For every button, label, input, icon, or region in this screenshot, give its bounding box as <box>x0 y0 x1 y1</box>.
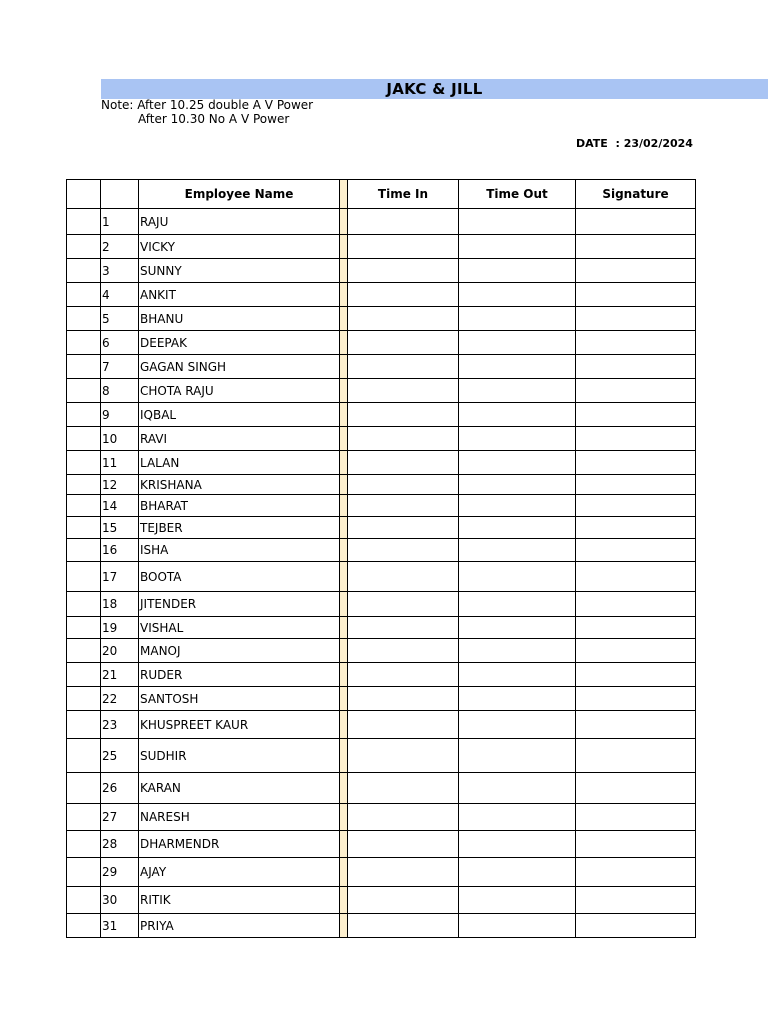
signature-cell[interactable] <box>576 517 696 539</box>
time-out-cell[interactable] <box>459 209 576 235</box>
employee-name-cell: LALAN <box>139 451 340 475</box>
table-row <box>67 355 696 379</box>
spacer-cell <box>340 403 348 427</box>
table-row <box>67 259 696 283</box>
blank-cell <box>67 663 101 687</box>
row-number-cell: 11 <box>101 451 139 475</box>
spacer-cell <box>340 639 348 663</box>
table-row <box>67 283 696 307</box>
time-out-cell[interactable] <box>459 887 576 914</box>
table-row <box>67 914 696 938</box>
signature-cell[interactable] <box>576 562 696 592</box>
spacer-cell <box>340 617 348 639</box>
spacer-cell <box>340 804 348 831</box>
time-in-cell[interactable] <box>348 475 459 495</box>
employee-name-cell: ISHA <box>139 539 340 562</box>
signature-cell[interactable] <box>576 711 696 739</box>
row-number-cell: 31 <box>101 914 139 938</box>
table-row <box>67 804 696 831</box>
spacer-cell <box>340 539 348 562</box>
blank-cell <box>67 517 101 539</box>
table-row <box>67 739 696 773</box>
blank-header-cell <box>67 180 101 209</box>
spacer-cell <box>340 711 348 739</box>
employee-name-cell: ANKIT <box>139 283 340 307</box>
table-row <box>67 209 696 235</box>
signature-cell[interactable] <box>576 209 696 235</box>
employee-name-cell: BHANU <box>139 307 340 331</box>
row-number-cell: 5 <box>101 307 139 331</box>
table-row <box>67 403 696 427</box>
row-number-cell: 14 <box>101 495 139 517</box>
signature-cell[interactable] <box>576 539 696 562</box>
spacer-cell <box>340 209 348 235</box>
note-line-2: After 10.30 No A V Power <box>138 112 290 126</box>
time-out-cell[interactable] <box>459 355 576 379</box>
time-in-cell[interactable] <box>348 283 459 307</box>
time-out-cell[interactable] <box>459 517 576 539</box>
blank-cell <box>67 209 101 235</box>
row-number-cell: 2 <box>101 235 139 259</box>
blank-cell <box>67 773 101 804</box>
date-label: DATE : 23/02/2024 <box>576 137 693 150</box>
spacer-cell <box>340 355 348 379</box>
time-out-cell[interactable] <box>459 858 576 887</box>
time-in-cell[interactable] <box>348 451 459 475</box>
time-in-cell[interactable] <box>348 639 459 663</box>
spacer-cell <box>340 562 348 592</box>
spacer-cell <box>340 687 348 711</box>
spacer-cell <box>340 914 348 938</box>
blank-cell <box>67 283 101 307</box>
employee-name-cell: RITIK <box>139 887 340 914</box>
time-in-cell[interactable] <box>348 235 459 259</box>
table-row <box>67 831 696 858</box>
spacer-cell <box>340 887 348 914</box>
time-in-cell[interactable] <box>348 209 459 235</box>
time-out-cell[interactable] <box>459 804 576 831</box>
employee-name-cell: VISHAL <box>139 617 340 639</box>
row-number-cell: 26 <box>101 773 139 804</box>
blank-cell <box>67 259 101 283</box>
blank-cell <box>67 887 101 914</box>
spacer-cell <box>340 379 348 403</box>
row-number-cell: 4 <box>101 283 139 307</box>
row-number-cell: 15 <box>101 517 139 539</box>
spacer-cell <box>340 331 348 355</box>
time-out-cell[interactable] <box>459 773 576 804</box>
time-out-cell[interactable] <box>459 711 576 739</box>
row-number-cell: 6 <box>101 331 139 355</box>
employee-name-cell: VICKY <box>139 235 340 259</box>
table-row <box>67 495 696 517</box>
blank-cell <box>67 403 101 427</box>
sheet-title: JAKC & JILL <box>101 79 768 99</box>
spacer-column <box>340 180 348 209</box>
table-row <box>67 687 696 711</box>
time-in-cell[interactable] <box>348 887 459 914</box>
time-in-cell[interactable] <box>348 517 459 539</box>
signature-cell[interactable] <box>576 739 696 773</box>
blank-cell <box>67 711 101 739</box>
table-row <box>67 562 696 592</box>
employee-name-cell: MANOJ <box>139 639 340 663</box>
employee-name-cell: IQBAL <box>139 403 340 427</box>
row-number-cell: 12 <box>101 475 139 495</box>
blank-cell <box>67 235 101 259</box>
signature-cell[interactable] <box>576 639 696 663</box>
time-in-cell[interactable] <box>348 711 459 739</box>
employee-name-cell: SUNNY <box>139 259 340 283</box>
blank-cell <box>67 451 101 475</box>
employee-name-cell: JITENDER <box>139 592 340 617</box>
table-row <box>67 539 696 562</box>
time-out-cell[interactable] <box>459 831 576 858</box>
spacer-cell <box>340 739 348 773</box>
row-number-cell: 27 <box>101 804 139 831</box>
signature-cell[interactable] <box>576 887 696 914</box>
table-row <box>67 475 696 495</box>
time-in-cell[interactable] <box>348 663 459 687</box>
spacer-cell <box>340 495 348 517</box>
time-out-cell[interactable] <box>459 914 576 938</box>
time-out-cell[interactable] <box>459 562 576 592</box>
blank-cell <box>67 739 101 773</box>
time-in-cell[interactable] <box>348 331 459 355</box>
employee-name-header: Employee Name <box>139 180 340 209</box>
signature-cell[interactable] <box>576 427 696 451</box>
employee-name-cell: DHARMENDR <box>139 831 340 858</box>
signature-cell[interactable] <box>576 379 696 403</box>
spacer-cell <box>340 283 348 307</box>
signature-cell[interactable] <box>576 259 696 283</box>
blank-cell <box>67 687 101 711</box>
signature-cell[interactable] <box>576 592 696 617</box>
time-in-cell[interactable] <box>348 427 459 451</box>
signature-cell[interactable] <box>576 355 696 379</box>
time-out-cell[interactable] <box>459 331 576 355</box>
table-row <box>67 517 696 539</box>
table-row <box>67 235 696 259</box>
row-number-cell: 7 <box>101 355 139 379</box>
time-out-cell[interactable] <box>459 259 576 283</box>
employee-name-cell: RAJU <box>139 209 340 235</box>
time-out-cell[interactable] <box>459 475 576 495</box>
time-in-cell[interactable] <box>348 403 459 427</box>
employee-name-cell: KARAN <box>139 773 340 804</box>
table-row <box>67 858 696 887</box>
row-number-cell: 19 <box>101 617 139 639</box>
table-row <box>67 617 696 639</box>
employee-name-cell: AJAY <box>139 858 340 887</box>
time-in-cell[interactable] <box>348 379 459 403</box>
time-out-cell[interactable] <box>459 427 576 451</box>
employee-name-cell: GAGAN SINGH <box>139 355 340 379</box>
time-out-cell[interactable] <box>459 617 576 639</box>
signature-cell[interactable] <box>576 307 696 331</box>
blank-cell <box>67 427 101 451</box>
table-row <box>67 307 696 331</box>
time-out-cell[interactable] <box>459 307 576 331</box>
header-row <box>67 180 696 209</box>
table-row <box>67 711 696 739</box>
time-out-header: Time Out <box>459 180 576 209</box>
time-out-cell[interactable] <box>459 403 576 427</box>
time-in-cell[interactable] <box>348 687 459 711</box>
spacer-cell <box>340 475 348 495</box>
employee-name-cell: SUDHIR <box>139 739 340 773</box>
row-number-cell: 10 <box>101 427 139 451</box>
spacer-cell <box>340 427 348 451</box>
table-row <box>67 773 696 804</box>
row-number-cell: 8 <box>101 379 139 403</box>
table-row <box>67 639 696 663</box>
time-in-cell[interactable] <box>348 804 459 831</box>
blank-cell <box>67 804 101 831</box>
row-number-cell: 1 <box>101 209 139 235</box>
table-row <box>67 663 696 687</box>
row-number-cell: 23 <box>101 711 139 739</box>
signature-cell[interactable] <box>576 831 696 858</box>
time-out-cell[interactable] <box>459 539 576 562</box>
time-out-cell[interactable] <box>459 663 576 687</box>
row-number-cell: 30 <box>101 887 139 914</box>
employee-name-cell: KHUSPREET KAUR <box>139 711 340 739</box>
row-number-cell: 20 <box>101 639 139 663</box>
employee-name-cell: KRISHANA <box>139 475 340 495</box>
employee-name-cell: RAVI <box>139 427 340 451</box>
signature-header: Signature <box>576 180 696 209</box>
signature-cell[interactable] <box>576 475 696 495</box>
spacer-cell <box>340 773 348 804</box>
time-out-cell[interactable] <box>459 451 576 475</box>
signature-cell[interactable] <box>576 403 696 427</box>
time-in-cell[interactable] <box>348 495 459 517</box>
blank-cell <box>67 495 101 517</box>
spacer-cell <box>340 451 348 475</box>
time-out-cell[interactable] <box>459 495 576 517</box>
spacer-cell <box>340 663 348 687</box>
signature-cell[interactable] <box>576 331 696 355</box>
time-in-cell[interactable] <box>348 355 459 379</box>
table-row <box>67 451 696 475</box>
time-out-cell[interactable] <box>459 739 576 773</box>
blank-cell <box>67 562 101 592</box>
row-number-cell: 18 <box>101 592 139 617</box>
blank-cell <box>67 539 101 562</box>
spacer-cell <box>340 259 348 283</box>
signature-cell[interactable] <box>576 495 696 517</box>
row-number-cell: 16 <box>101 539 139 562</box>
row-number-cell: 25 <box>101 739 139 773</box>
row-number-cell: 22 <box>101 687 139 711</box>
time-in-cell[interactable] <box>348 539 459 562</box>
time-in-cell[interactable] <box>348 914 459 938</box>
blank-cell <box>67 379 101 403</box>
signature-cell[interactable] <box>576 617 696 639</box>
table-row <box>67 427 696 451</box>
time-in-cell[interactable] <box>348 307 459 331</box>
signature-cell[interactable] <box>576 687 696 711</box>
blank-cell <box>67 858 101 887</box>
table-row <box>67 887 696 914</box>
employee-name-cell: PRIYA <box>139 914 340 938</box>
time-in-cell[interactable] <box>348 773 459 804</box>
blank-cell <box>67 831 101 858</box>
row-number-cell: 3 <box>101 259 139 283</box>
table-row <box>67 379 696 403</box>
spacer-cell <box>340 592 348 617</box>
row-number-cell: 28 <box>101 831 139 858</box>
time-in-cell[interactable] <box>348 592 459 617</box>
spacer-cell <box>340 307 348 331</box>
table-row <box>67 592 696 617</box>
signature-cell[interactable] <box>576 804 696 831</box>
blank-cell <box>67 592 101 617</box>
time-in-header: Time In <box>348 180 459 209</box>
time-in-cell[interactable] <box>348 617 459 639</box>
spacer-cell <box>340 858 348 887</box>
signature-cell[interactable] <box>576 914 696 938</box>
blank-cell <box>67 617 101 639</box>
note-line-1: Note: After 10.25 double A V Power <box>101 98 314 112</box>
employee-rows <box>67 209 696 938</box>
spacer-cell <box>340 831 348 858</box>
row-number-cell: 21 <box>101 663 139 687</box>
time-in-cell[interactable] <box>348 259 459 283</box>
employee-name-cell: TEJBER <box>139 517 340 539</box>
time-in-cell[interactable] <box>348 739 459 773</box>
employee-name-cell: SANTOSH <box>139 687 340 711</box>
blank-cell <box>67 914 101 938</box>
signature-cell[interactable] <box>576 235 696 259</box>
employee-name-cell: BOOTA <box>139 562 340 592</box>
blank-cell <box>67 355 101 379</box>
attendance-table <box>66 179 696 938</box>
time-in-cell[interactable] <box>348 562 459 592</box>
blank-cell <box>67 307 101 331</box>
time-out-cell[interactable] <box>459 639 576 663</box>
time-in-cell[interactable] <box>348 831 459 858</box>
time-out-cell[interactable] <box>459 379 576 403</box>
signature-cell[interactable] <box>576 858 696 887</box>
time-out-cell[interactable] <box>459 687 576 711</box>
row-number-cell: 29 <box>101 858 139 887</box>
signature-cell[interactable] <box>576 283 696 307</box>
table-row <box>67 331 696 355</box>
blank-cell <box>67 475 101 495</box>
employee-name-cell: BHARAT <box>139 495 340 517</box>
employee-name-cell: RUDER <box>139 663 340 687</box>
row-number-cell: 9 <box>101 403 139 427</box>
employee-name-cell: NARESH <box>139 804 340 831</box>
blank-cell <box>67 331 101 355</box>
time-out-cell[interactable] <box>459 235 576 259</box>
spacer-cell <box>340 517 348 539</box>
signature-cell[interactable] <box>576 773 696 804</box>
time-out-cell[interactable] <box>459 283 576 307</box>
number-header-cell <box>101 180 139 209</box>
signature-cell[interactable] <box>576 451 696 475</box>
signature-cell[interactable] <box>576 663 696 687</box>
row-number-cell: 17 <box>101 562 139 592</box>
time-out-cell[interactable] <box>459 592 576 617</box>
blank-cell <box>67 639 101 663</box>
time-in-cell[interactable] <box>348 858 459 887</box>
spacer-cell <box>340 235 348 259</box>
employee-name-cell: DEEPAK <box>139 331 340 355</box>
employee-name-cell: CHOTA RAJU <box>139 379 340 403</box>
